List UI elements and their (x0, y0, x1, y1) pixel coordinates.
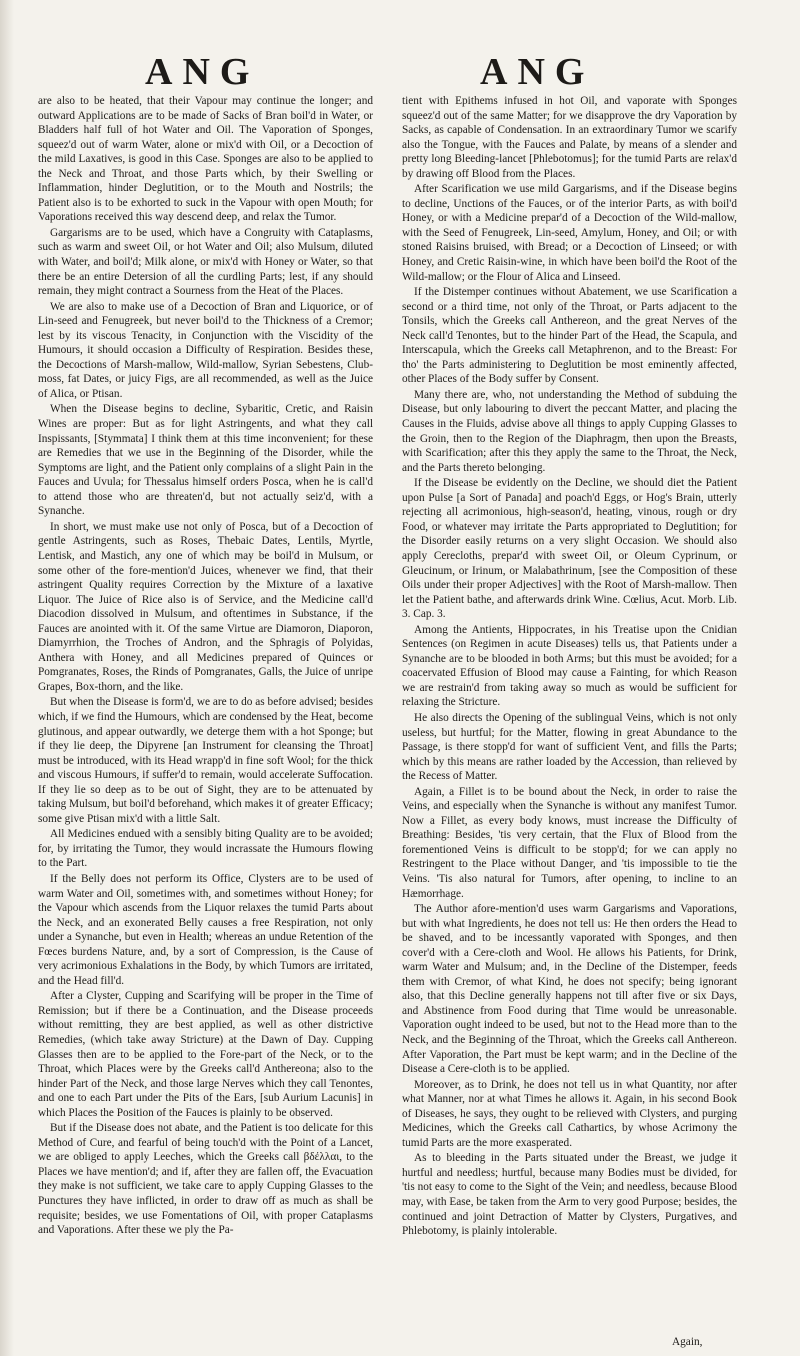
catchword: Again, (672, 1336, 703, 1348)
left-column (38, 94, 373, 1334)
paragraph: Moreover, as to Drink, he does not tell us in what Quantity, nor after what Manner, nor at what Times he allows it. Again, in his second Book of Diseases, he says, they ought to be relieved with Clysters, and purging Medicines, which the Greeks call Cathartics, by whose Acrimony the tumid Parts are the more exasperated. (402, 1078, 737, 1149)
paragraph: But when the Disease is form'd, we are to do as before advised; besides which, if we find the Humours, which are condensed by the Heat, become glutinous, and appear outwardly, we deterge them with a hot Sponge; but if they lie deep, the Dipyrene [an Instrument for cleansing the Throat] must be introduced, with its Head wrapp'd in fine soft Wool; for the thick and viscous Humours, if suffer'd to remain, would accelerate Suffocation. If they lie so deep as to be out of Sight, they are to be attenuated by taking Mulsum, but boil'd beforehand, which makes it of greater Efficacy; some give Ptisan mix'd with a little Salt. (38, 696, 373, 825)
paragraph: In short, we must make use not only of Posca, but of a Decoction of gentle Astringents, such as Roses, Thebaic Dates, Lentils, Myrtle, Lentisk, and Mastich, any one of which may be boil'd in Mulsum, or some other of the fore-mention'd Juices, whenever we find, that their astringent Quality requires Correction by the Mixture of a laxative Liquor. The Juice of Rice also is of Service, and the Medicine call'd Diacodion dissolved in Mulsum, and oftentimes in Substance, if the Fauces are anointed with it. Of the same Virtue are Diamoron, Diaporon, Diamyrrhion, the Troches of Andron, and the Sphragis of Polyidas, Anthera with Honey, and all Medicines prepared of Quinces or Pomgranates, Roses, the Rinds of Pomgranates, Galls, the Juice of unripe Grapes, Box-thorn, and the like. (38, 520, 373, 693)
paragraph: Many there are, who, not understanding the Method of subduing the Disease, but only labouring to divert the peccant Matter, and placing the Causes in the Fluids, advise above all things to apply Cupping Glasses to the Groin, then to the Region of the Diaphragm, then upon the Breasts, with Scarification; after this they apply the same to the Throat, the Neck, and the Parts thereto belonging. (402, 388, 737, 474)
paragraph: All Medicines endued with a sensibly biting Quality are to be avoided; for, by irritating the Tumor, they would incrassate the Humours flowing to the Part. (38, 828, 373, 870)
paragraph: As to bleeding in the Parts situated under the Breast, we judge it hurtful and needless; hurtful, because many Bodies must be divided, for 'tis not easy to come to the Sight of the Vein; and needless, because Blood may, with Ease, be taken from the Arm to very good Purpose; besides, the continued and joint Detraction of Matter by Clysters, Purgatives, and Phlebotomy, is plainly intolerable. (402, 1152, 737, 1238)
paragraph: The Author afore-mention'd uses warm Gargarisms and Vaporations, but with what Ingredients, he does not tell us: He then orders the Head to be shaved, and to be incessantly vaporated with Sponges, and then cover'd with a Cere-cloth and Wool. He allows his Patients, for Drink, warm Water and Mulsum; and, in the Decline of the Distemper, feeds them with Cremor, of what Kind, he does not specify; being ignorant also, that this Decline generally happens not till after five or six Days, and Abstinence from Food during that Time would be unreasonable. Vaporation ought indeed to be used, but not to the Head more than to the Neck, and the Beginning of the Throat, which the Greeks call Anthereon. After Vaporation, the Part must be kept warm; and in the Decline of the Disease a Cere-cloth is to be applied. (402, 903, 737, 1076)
paragraph: tient with Epithems infused in hot Oil, and vaporate with Sponges squeez'd out of the same Matter; for we disapprove the dry Vaporation by Sacks, as capable of Condensation. In an extraordinary Tumor we scarify also the Tongue, with the Fauces and Palate, by means of a slender and pretty long Bleeding-lancet [Phlebotomus]; for the tumid Parts are relax'd by drawing off Blood from the Places. (402, 95, 737, 180)
paragraph: Again, a Fillet is to be bound about the Neck, in order to raise the Veins, and especially when the Synanche is without any manifest Tumor. Now a Fillet, as every body knows, must increase the Difficulty of Breathing: Besides, 'tis very certain, that the Flux of Blood from the forementioned Veins is difficult to be stopp'd; for we can apply no Restringent to the Place without Danger, and 'tis impossible to tie the Veins. 'Tis also natural for Tumors, after opening, to incline to an Hæmorrhage. (402, 785, 737, 900)
paragraph: We are also to make use of a Decoction of Bran and Liquorice, or of Lin-seed and Fenugreek, but never boil'd to the Thickness of a Cremor; lest by its viscous Tenacity, in Conjunction with the Viscidity of the Humours, it should occasion a Difficulty of Respiration. Besides these, the Decoctions of Marsh-mallow, Wild-mallow, Syrian Sebestens, Club-moss, fat Dates, or juicy Figs, are all recommended, as well as the Juice of Alica, or Ptisan. (38, 300, 373, 400)
paragraph: But if the Disease does not abate, and the Patient is too delicate for this Method of Cure, and fearful of being touch'd with the Point of a Lancet, we are obliged to apply Leeches, which the Greeks call βδέλλαι, to the Places we have mention'd; and if, after they are fallen off, the Evacuation they make is not sufficient, we take care to apply Cupping Glasses to the Punctures they have inflicted, in order to draw off as much as shall be requisite; besides, we use Fomentations of Oil, with proper Cataplasms and Vaporations. After these we ply the Pa- (38, 1122, 373, 1237)
running-head-left: ANG (145, 51, 260, 93)
running-head-right: ANG (480, 51, 595, 93)
paragraph: After a Clyster, Cupping and Scarifying will be proper in the Time of Remission; but if there be a Continuation, and the Disease proceeds without remitting, they are best applied, as well as other districtive Remedies, (which take away Stricture) at the Dawn of Day. Cupping Glasses then are to be applied to the Fore-part of the Neck, or to the Throat, which Places were by the Greeks call'd Anthereona; also to the hinder Part of the Neck, and those large Nerves which they call Tenontes, and one to each Part under the Pits of the Ears, [sub Aurium Lacunis] in which Places the Position of the Fauces is plainly to be observed. (38, 990, 373, 1119)
paragraph: If the Disease be evidently on the Decline, we should diet the Patient upon Pulse [a Sort of Panada] and poach'd Eggs, or Hog's Brain, utterly rejecting all acrimonious, high-season'd, heating, vinous, rough or dry Food, or whatever may irritate the Parts appropriated to Deglutition; for the Disorder easily returns on a very slight Occasion. We should also apply Cerecloths, prepar'd with sweet Oil, or Oleum Cyprinum, or Gleucinum, or Irinum, or Malabathrinum, [see the Composition of these Oils under their proper Adjectives] with the Root of Marsh-mallow. Then let the Patient bathe, and afterwards drink Wine. Cœlius, Acut. Morb. Lib. 3. Cap. 3. (402, 477, 737, 621)
paragraph: Among the Antients, Hippocrates, in his Treatise upon the Cnidian Sentences (on Regimen in acute Diseases) tells us, that Patients under a Synanche are to be blooded in both Arms; but this must be avoided; for a coacervated Effusion of Blood may cause a Fainting, for which Reason we are restrain'd from taking away so much as would be sufficient for relaxing the Stricture. (402, 623, 737, 709)
page-header (0, 50, 800, 94)
page-gutter-shadow (0, 0, 14, 1356)
paragraph: He also directs the Opening of the sublingual Veins, which is not only useless, but hurtful; for the Matter, flowing in great Abundance to the Passage, is there stopp'd for want of sufficient Vent, and fills the Parts; which by this means are rather loaded by the Accession, than relieved by the Recess of Matter. (402, 711, 737, 783)
paragraph: If the Belly does not perform its Office, Clysters are to be used of warm Water and Oil, sometimes with, and sometimes without Honey; for the Vapour which ascends from the Liquor relaxes the tumid Parts about the Neck, and an exonerated Belly causes a free Respiration, not only under a Synanche, but even in Health; whereas an undue Retention of the Fœces burdens Nature, and, by a sort of Compression, is the Cause of very acrimonious Exhalations in the Body, by which Tumors are irritated, and the Head fill'd. (38, 872, 373, 987)
paragraph: are also to be heated, that their Vapour may continue the longer; and outward Applications are to be made of Sacks of Bran boil'd in Water, or Bladders half full of hot Water and Oil. The Vaporation of Sponges, squeez'd out of warm Water, alone or mix'd with Oil, or a Decoction of the mild Laxatives, is good in this Case. Sponges are also to be applied to the Neck and Throat, and those Parts which, by their Swelling or Inflammation, hinder Deglutition, or to the Mouth and Nostrils; the Patient also is to be exhorted to suck in the Vapour with open Mouth; for Vaporations received this way descend deep, and relax the Tumor. (38, 95, 373, 224)
right-column (402, 94, 737, 1334)
paragraph: Gargarisms are to be used, which have a Congruity with Cataplasms, such as warm and sweet Oil, or hot Water and Oil; also Mulsum, diluted with Water, and boil'd; Milk alone, or mix'd with Honey or Water, so that there be an entire Detersion of all the curdling Parts; lest, if any should remain, they might contract a Sourness from the Heat of the Places. (38, 226, 373, 298)
paragraph: When the Disease begins to decline, Sybaritic, Cretic, and Raisin Wines are proper: But as for light Astringents, and what they call Inspissants, [Stymmata] I think them at this time inconvenient; for these are Remedies that we use in the Beginning of the Disorder, while the Symptoms are light, and the Patient only complains of a slight Pain in the Fauces and Uvula; for Thessalus himself orders Posca, when he is call'd to attend those who are threaten'd, but not actually seiz'd, with a Synanche. (38, 403, 373, 518)
paragraph: After Scarification we use mild Gargarisms, and if the Disease begins to decline, Unctions of the Fauces, or of the interior Parts, as with boil'd Honey, or with a Medicine prepar'd of a Decoction of the Wild-mallow, with the Seed of Fenugreek, Lin-seed, Amylum, Honey, and Oil; or with stoned Raisins bruised, with Bread; or a Decoction of Linseed; or with Honey, and Cretic Raisin-wine, in which have been boil'd the Root of the Wild-mallow; or the Flour of Alica and Linseed. (402, 183, 737, 283)
paragraph: If the Distemper continues without Abatement, we use Scarification a second or a third time, not only of the Throat, or Parts adjacent to the Tonsils, which the Greeks call Anthereon, and the great Nerves of the Neck call'd Tenontes, but to the hinder Part of the Head, the Scapula, and Interscapula, which the Greeks call Metaphrenon, and to the Breast: For tho' the Parts administering to Deglutition be most eminently affected, other Places of the Body suffer by Consent. (402, 286, 737, 386)
